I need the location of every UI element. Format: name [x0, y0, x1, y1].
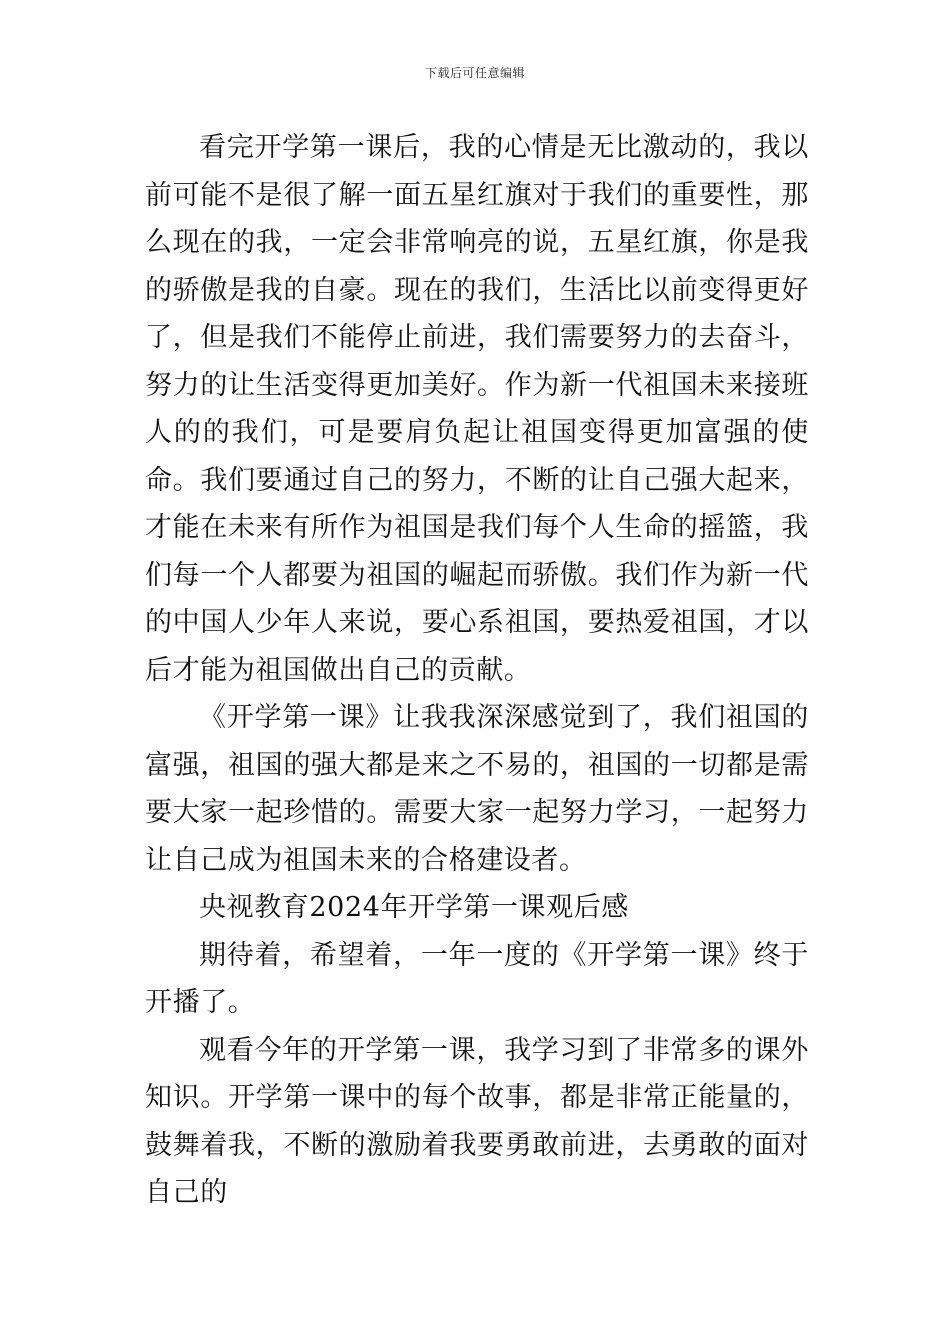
paragraph: 看完开学第一课后，我的心情是无比激动的，我以前可能不是很了解一面五星红旗对于我们的重要性，那么现在的我，一定会非常响亮的说，五星红旗，你是我的骄傲是我的自豪。现在的我们，生活比以前变得更好了，但是我们不能停止前进，我们需要努力的去奋斗，努力的让生活变得更加美好。作为新一代祖国未来接班人的的我们，可是要肩负起让祖国变得更加富强的使命。我们要通过自己的努力，不断的让自己强大起来，才能在未来有所作为祖国是我们每个人生命的摇篮，我们每一个人都要为祖国的崛起而骄傲。我们作为新一代的中国人少年人来说，要心系祖国，要热爱祖国，才以后才能为祖国做出自己的贡献。 [145, 132, 809, 686]
paragraph: 《开学第一课》让我我深深感觉到了，我们祖国的富强，祖国的强大都是来之不易的，祖国的一切都是需要大家一起珍惜的。需要大家一起努力学习，一起努力让自己成为祖国未来的合格建设者。 [145, 702, 809, 876]
section-title: 央视教育2024年开学第一课观后感 [199, 892, 629, 923]
paragraph: 期待着，希望着，一年一度的《开学第一课》终于开播了。 [145, 939, 809, 1018]
document-body [145, 124, 809, 1217]
page-header: 下载后可任意编辑 [424, 66, 525, 80]
paragraph: 观看今年的开学第一课，我学习到了非常多的课外知识。开学第一课中的每个故事，都是非常正能量的，鼓舞着我，不断的激励着我要勇敢前进，去勇敢的面对自己的 [145, 1034, 809, 1208]
